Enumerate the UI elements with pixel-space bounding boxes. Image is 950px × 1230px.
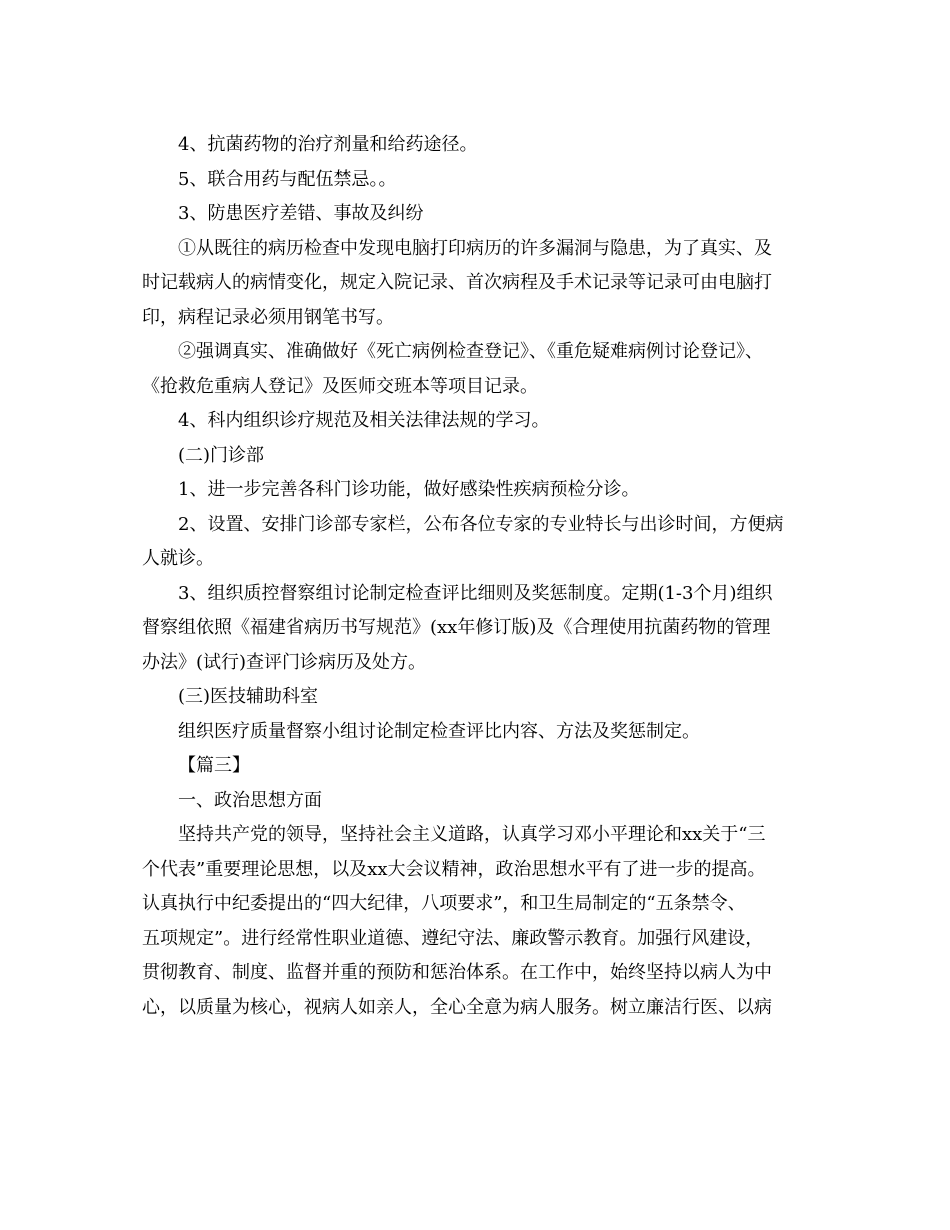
- text-line: 督察组依照《福建省病历书写规范》(xx年修订版)及《合理使用抗菌药物的管理: [142, 617, 771, 638]
- text-line: 认真执行中纪委提出的“四大纪律，八项要求”，和卫生局制定的“五条禁令、: [142, 893, 746, 914]
- text-line: 时记载病人的病情变化，规定入院记录、首次病程及手术记录等记录可由电脑打: [142, 272, 772, 293]
- paragraph: [142, 473, 807, 508]
- text-line: 《抢救危重病人登记》及医师交班本等项目记录。: [142, 375, 538, 397]
- text-line: 人就诊。: [142, 548, 214, 569]
- paragraph: [142, 404, 807, 439]
- text-line: 组织医疗质量督察小组讨论制定检查评比内容、方法及奖惩制定。: [178, 720, 700, 742]
- text-line: 坚持共产党的领导，坚持社会主义道路，认真学习邓小平理论和xx关于“三: [178, 824, 766, 845]
- text-line: ②强调真实、准确做好《死亡病例检查登记》、《重危疑难病例讨论登记》、: [178, 341, 763, 362]
- text-line: 五项规定”。进行经常性职业道德、遵纪守法、廉政警示教育。加强行风建设，: [142, 927, 764, 949]
- paragraph: [142, 335, 807, 404]
- text-line: 1、进一步完善各科门诊功能，做好感染性疾病预检分诊。: [178, 479, 640, 500]
- text-line: 3、组织质控督察组讨论制定检查评比细则及奖惩制度。定期(1-3个月)组织: [178, 582, 773, 604]
- paragraph: [142, 749, 807, 784]
- paragraph: [142, 715, 807, 750]
- text-line: 3、防患医疗差错、事故及纠纷: [178, 203, 424, 224]
- text-line: 个代表”重要理论思想，以及xx大会议精神，政治思想水平有了进一步的提高。: [142, 858, 766, 880]
- paragraph: [142, 197, 807, 232]
- text-line: 心，以质量为核心，视病人如亲人，全心全意为病人服务。树立廉洁行医、以病: [142, 996, 772, 1018]
- paragraph: [142, 128, 807, 163]
- text-line: 贯彻教育、制度、监督并重的预防和惩治体系。在工作中，始终坚持以病人为中: [142, 962, 772, 983]
- paragraph: [142, 439, 807, 474]
- text-line: 【篇三】: [178, 755, 250, 776]
- paragraph: [142, 163, 807, 198]
- text-line: 一、政治思想方面: [178, 789, 322, 811]
- paragraph: [142, 784, 807, 819]
- paragraph: [142, 232, 807, 336]
- text-line: 印，病程记录必须用钢笔书写。: [142, 306, 394, 328]
- paragraph: [142, 577, 807, 681]
- text-line: 2、设置、安排门诊部专家栏，公布各位专家的专业特长与出诊时间，方便病: [178, 513, 784, 535]
- text-line: 4、抗菌药物的治疗剂量和给药途径。: [178, 134, 478, 155]
- paragraph: [142, 508, 807, 577]
- text-line: 5、联合用药与配伍禁忌。。: [178, 168, 397, 190]
- text-line: 办法》(试行)查评门诊病历及处方。: [142, 651, 427, 673]
- paragraph: [142, 818, 807, 1025]
- text-line: 4、科内组织诊疗规范及相关法律法规的学习。: [178, 410, 550, 431]
- text-line: (三)医技辅助科室: [178, 686, 319, 707]
- paragraph: [142, 680, 807, 715]
- document-body: [142, 128, 807, 1025]
- text-line: ①从既往的病历检查中发现电脑打印病历的许多漏洞与隐患，为了真实、及: [178, 237, 772, 259]
- text-line: (二)门诊部: [178, 444, 265, 466]
